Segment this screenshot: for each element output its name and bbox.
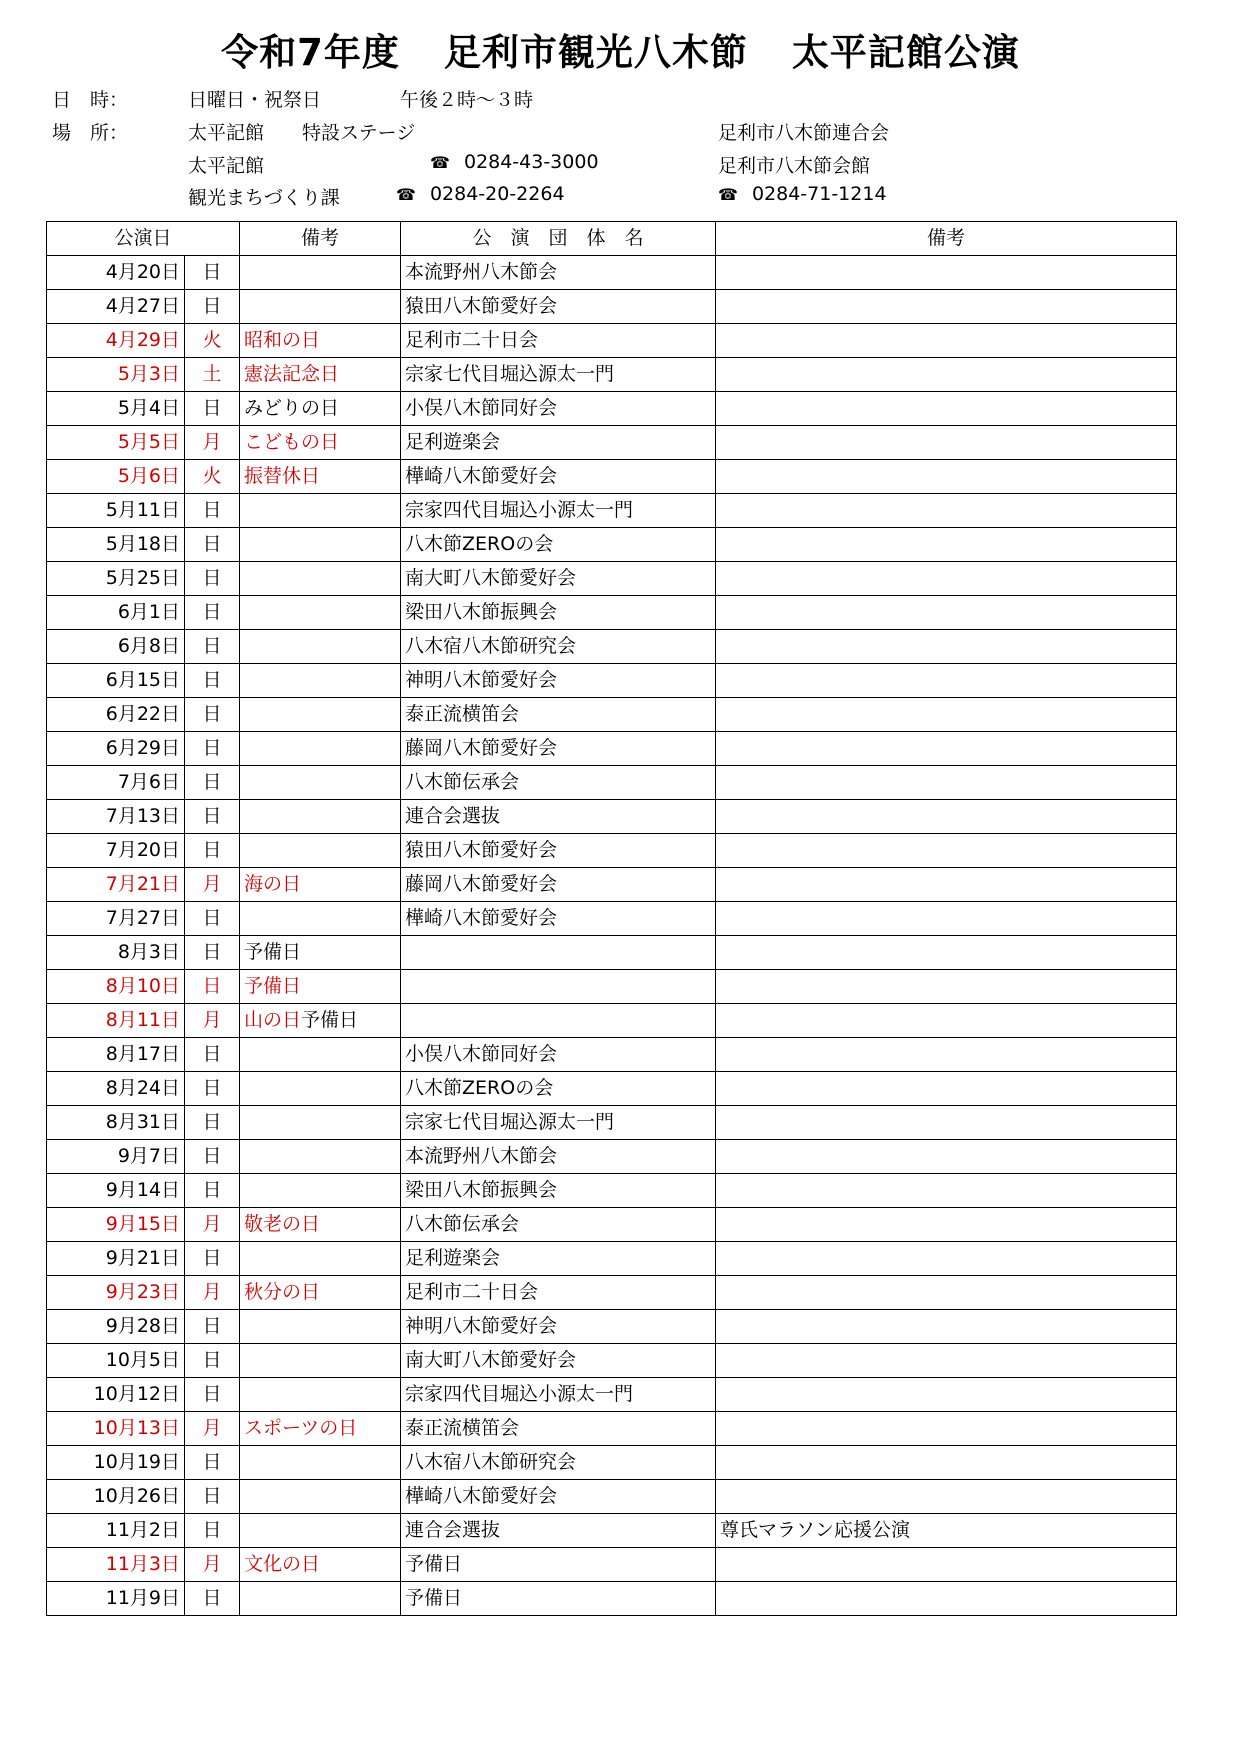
place-value: 太平記館 特設ステージ [188, 122, 416, 144]
cell-group: 足利市二十日会 [401, 1276, 716, 1310]
cell-group: 宗家四代目堀込小源太一門 [401, 1378, 716, 1412]
table-row [47, 1446, 1177, 1480]
cell-remarks [716, 392, 1177, 426]
table-row [47, 1174, 1177, 1208]
cell-day: 日 [185, 902, 240, 936]
cell-group: 南大町八木節愛好会 [401, 562, 716, 596]
cell-day: 日 [185, 1582, 240, 1616]
cell-day: 日 [185, 664, 240, 698]
note-suffix: 予備日 [301, 1009, 359, 1031]
cell-note [240, 732, 401, 766]
cell-remarks [716, 528, 1177, 562]
cell-remarks [716, 698, 1177, 732]
schedule-table [46, 221, 1177, 1616]
cell-date: 8月10日 [47, 970, 185, 1004]
cell-note [240, 596, 401, 630]
cell-remarks [716, 358, 1177, 392]
cell-date: 10月13日 [47, 1412, 185, 1446]
cell-remarks [716, 1004, 1177, 1038]
cell-day: 日 [185, 1174, 240, 1208]
cell-remarks [716, 630, 1177, 664]
cell-note [240, 562, 401, 596]
datetime-time: 午後２時～３時 [400, 89, 534, 111]
cell-date: 4月27日 [47, 290, 185, 324]
table-row [47, 1344, 1177, 1378]
table-row [47, 1276, 1177, 1310]
cell-date: 10月12日 [47, 1378, 185, 1412]
cell-date: 11月2日 [47, 1514, 185, 1548]
cell-remarks [716, 1276, 1177, 1310]
cell-day: 日 [185, 1038, 240, 1072]
cell-day: 日 [185, 1514, 240, 1548]
cell-day: 日 [185, 834, 240, 868]
cell-date: 5月18日 [47, 528, 185, 562]
org-hall: 足利市八木節会館 [718, 155, 871, 177]
cell-remarks [716, 902, 1177, 936]
cell-date: 7月20日 [47, 834, 185, 868]
cell-note [240, 766, 401, 800]
cell-note: 予備日 [240, 970, 401, 1004]
cell-remarks [716, 1106, 1177, 1140]
cell-group: 泰正流横笛会 [401, 698, 716, 732]
table-row [47, 426, 1177, 460]
table-row [47, 460, 1177, 494]
cell-note: 海の日 [240, 868, 401, 902]
table-row [47, 1038, 1177, 1072]
cell-day: 月 [185, 1208, 240, 1242]
phone-icon: ☎ [396, 185, 416, 204]
table-row [47, 664, 1177, 698]
contact1-phone: 0284-43-3000 [463, 151, 599, 173]
cell-note: 振替休日 [240, 460, 401, 494]
cell-group: 足利遊楽会 [401, 1242, 716, 1276]
cell-remarks [716, 1310, 1177, 1344]
cell-day: 土 [185, 358, 240, 392]
cell-group: 樺崎八木節愛好会 [401, 1480, 716, 1514]
org-name: 足利市八木節連合会 [718, 122, 890, 144]
cell-date: 7月27日 [47, 902, 185, 936]
cell-group: 八木宿八木節研究会 [401, 1446, 716, 1480]
cell-date: 9月15日 [47, 1208, 185, 1242]
cell-date: 6月15日 [47, 664, 185, 698]
cell-note [240, 1446, 401, 1480]
cell-note [240, 630, 401, 664]
cell-date: 8月24日 [47, 1072, 185, 1106]
table-row [47, 1412, 1177, 1446]
cell-day: 火 [185, 324, 240, 358]
cell-date: 8月11日 [47, 1004, 185, 1038]
cell-group: 連合会選抜 [401, 1514, 716, 1548]
cell-note [240, 1310, 401, 1344]
cell-day: 月 [185, 868, 240, 902]
cell-note [240, 1072, 401, 1106]
cell-note [240, 698, 401, 732]
cell-date: 6月8日 [47, 630, 185, 664]
page-title [0, 22, 1241, 76]
table-row [47, 902, 1177, 936]
cell-date: 8月17日 [47, 1038, 185, 1072]
cell-remarks [716, 1072, 1177, 1106]
table-row [47, 1208, 1177, 1242]
table-row [47, 834, 1177, 868]
cell-group: 小俣八木節同好会 [401, 392, 716, 426]
cell-note: スポーツの日 [240, 1412, 401, 1446]
cell-date: 11月9日 [47, 1582, 185, 1616]
cell-note [240, 834, 401, 868]
cell-group: 八木宿八木節研究会 [401, 630, 716, 664]
cell-group: 藤岡八木節愛好会 [401, 868, 716, 902]
cell-date: 5月11日 [47, 494, 185, 528]
table-row [47, 936, 1177, 970]
cell-remarks [716, 494, 1177, 528]
cell-remarks [716, 1548, 1177, 1582]
table-row [47, 290, 1177, 324]
table-row [47, 596, 1177, 630]
cell-group: 泰正流横笛会 [401, 1412, 716, 1446]
table-row [47, 732, 1177, 766]
cell-day: 日 [185, 732, 240, 766]
table-row [47, 970, 1177, 1004]
cell-remarks [716, 1140, 1177, 1174]
cell-note [240, 1480, 401, 1514]
cell-remarks [716, 562, 1177, 596]
cell-group: 八木節ZEROの会 [401, 1072, 716, 1106]
cell-remarks [716, 1446, 1177, 1480]
cell-date: 9月28日 [47, 1310, 185, 1344]
cell-note [240, 1174, 401, 1208]
cell-group: 本流野州八木節会 [401, 1140, 716, 1174]
datetime-label: 日 時： [52, 89, 129, 111]
cell-date: 9月7日 [47, 1140, 185, 1174]
cell-remarks [716, 426, 1177, 460]
cell-date: 7月13日 [47, 800, 185, 834]
cell-note [240, 1582, 401, 1616]
cell-remarks [716, 460, 1177, 494]
cell-date: 5月25日 [47, 562, 185, 596]
cell-day: 日 [185, 1072, 240, 1106]
cell-note [240, 290, 401, 324]
cell-remarks [716, 766, 1177, 800]
cell-note [240, 1038, 401, 1072]
cell-group: 連合会選抜 [401, 800, 716, 834]
org-phone-row [718, 183, 887, 205]
cell-note [240, 256, 401, 290]
cell-note [240, 1004, 401, 1038]
contact1-phone-row [430, 151, 599, 173]
cell-day: 火 [185, 460, 240, 494]
cell-day: 日 [185, 1310, 240, 1344]
phone-icon: ☎ [430, 153, 450, 172]
table-row [47, 256, 1177, 290]
cell-remarks [716, 1174, 1177, 1208]
cell-date: 5月3日 [47, 358, 185, 392]
cell-group: 宗家四代目堀込小源太一門 [401, 494, 716, 528]
cell-day: 日 [185, 1140, 240, 1174]
table-row [47, 392, 1177, 426]
cell-note: こどもの日 [240, 426, 401, 460]
cell-group: 宗家七代目堀込源太一門 [401, 358, 716, 392]
cell-note [240, 902, 401, 936]
cell-note [240, 494, 401, 528]
cell-remarks [716, 1412, 1177, 1446]
table-row [47, 358, 1177, 392]
phone-icon: ☎ [718, 185, 738, 204]
datetime-days: 日曜日・祝祭日 [188, 89, 322, 111]
cell-date: 10月19日 [47, 1446, 185, 1480]
cell-remarks [716, 970, 1177, 1004]
cell-remarks [716, 1480, 1177, 1514]
cell-note: 憲法記念日 [240, 358, 401, 392]
cell-note: 文化の日 [240, 1548, 401, 1582]
cell-remarks [716, 290, 1177, 324]
table-row [47, 1140, 1177, 1174]
cell-day: 日 [185, 528, 240, 562]
header-date: 公演日 [47, 222, 240, 256]
header-group: 公 演 団 体 名 [401, 222, 716, 256]
cell-remarks [716, 732, 1177, 766]
cell-remarks [716, 1242, 1177, 1276]
cell-note: 敬老の日 [240, 1208, 401, 1242]
cell-date: 9月21日 [47, 1242, 185, 1276]
cell-day: 日 [185, 596, 240, 630]
cell-note [240, 1378, 401, 1412]
table-row [47, 766, 1177, 800]
cell-day: 日 [185, 562, 240, 596]
cell-date: 8月3日 [47, 936, 185, 970]
cell-day: 日 [185, 936, 240, 970]
cell-day: 日 [185, 392, 240, 426]
table-row [47, 1582, 1177, 1616]
cell-date: 7月6日 [47, 766, 185, 800]
table-header-row [47, 222, 1177, 256]
cell-group [401, 936, 716, 970]
cell-remarks: 尊氏マラソン応援公演 [716, 1514, 1177, 1548]
cell-day: 日 [185, 1446, 240, 1480]
cell-day: 月 [185, 426, 240, 460]
cell-date: 10月26日 [47, 1480, 185, 1514]
cell-note [240, 664, 401, 698]
title-event: 足利市観光八木節 [443, 31, 748, 74]
cell-date: 9月23日 [47, 1276, 185, 1310]
cell-group: 樺崎八木節愛好会 [401, 902, 716, 936]
table-row [47, 1378, 1177, 1412]
note-holiday: 山の日 [244, 1009, 302, 1031]
cell-group: 本流野州八木節会 [401, 256, 716, 290]
cell-day: 日 [185, 698, 240, 732]
cell-group: 八木節伝承会 [401, 766, 716, 800]
cell-remarks [716, 596, 1177, 630]
table-row [47, 698, 1177, 732]
cell-date: 5月5日 [47, 426, 185, 460]
cell-date: 6月29日 [47, 732, 185, 766]
cell-group: 足利市二十日会 [401, 324, 716, 358]
cell-group: 小俣八木節同好会 [401, 1038, 716, 1072]
cell-day: 日 [185, 1344, 240, 1378]
cell-remarks [716, 1208, 1177, 1242]
cell-day: 日 [185, 1106, 240, 1140]
cell-day: 日 [185, 630, 240, 664]
cell-date: 5月4日 [47, 392, 185, 426]
table-row [47, 800, 1177, 834]
cell-group: 予備日 [401, 1582, 716, 1616]
table-row [47, 494, 1177, 528]
cell-group: 猿田八木節愛好会 [401, 290, 716, 324]
cell-day: 日 [185, 766, 240, 800]
cell-note [240, 1514, 401, 1548]
cell-day: 日 [185, 1480, 240, 1514]
cell-day: 日 [185, 970, 240, 1004]
contact1-name: 太平記館 [188, 155, 265, 177]
table-row [47, 1072, 1177, 1106]
cell-group: 足利遊楽会 [401, 426, 716, 460]
table-row [47, 1310, 1177, 1344]
cell-remarks [716, 936, 1177, 970]
cell-remarks [716, 800, 1177, 834]
cell-date: 4月20日 [47, 256, 185, 290]
cell-note: 予備日 [240, 936, 401, 970]
cell-day: 日 [185, 1378, 240, 1412]
cell-group: 樺崎八木節愛好会 [401, 460, 716, 494]
cell-note [240, 1242, 401, 1276]
cell-group [401, 1004, 716, 1038]
cell-group: 八木節伝承会 [401, 1208, 716, 1242]
cell-remarks [716, 1378, 1177, 1412]
cell-day: 日 [185, 256, 240, 290]
cell-day: 日 [185, 800, 240, 834]
table-row [47, 1242, 1177, 1276]
cell-note: みどりの日 [240, 392, 401, 426]
cell-group: 八木節ZEROの会 [401, 528, 716, 562]
cell-note [240, 1140, 401, 1174]
cell-remarks [716, 1582, 1177, 1616]
cell-remarks [716, 1038, 1177, 1072]
cell-date: 8月31日 [47, 1106, 185, 1140]
cell-group: 梁田八木節振興会 [401, 596, 716, 630]
schedule-body [47, 256, 1177, 1616]
table-row [47, 1548, 1177, 1582]
cell-note [240, 1106, 401, 1140]
table-row [47, 868, 1177, 902]
cell-remarks [716, 868, 1177, 902]
header-remarks: 備考 [716, 222, 1177, 256]
table-row [47, 1514, 1177, 1548]
cell-day: 日 [185, 1242, 240, 1276]
place-label: 場 所： [52, 122, 129, 144]
cell-group: 南大町八木節愛好会 [401, 1344, 716, 1378]
cell-date: 5月6日 [47, 460, 185, 494]
cell-note [240, 1344, 401, 1378]
header-note: 備考 [240, 222, 401, 256]
cell-date: 6月22日 [47, 698, 185, 732]
cell-date: 11月3日 [47, 1548, 185, 1582]
cell-note: 昭和の日 [240, 324, 401, 358]
cell-date: 6月1日 [47, 596, 185, 630]
cell-group [401, 970, 716, 1004]
title-fiscal-year: 令和7年度 [221, 31, 400, 74]
table-row [47, 1106, 1177, 1140]
cell-note [240, 800, 401, 834]
cell-remarks [716, 834, 1177, 868]
cell-group: 予備日 [401, 1548, 716, 1582]
table-row [47, 630, 1177, 664]
cell-date: 4月29日 [47, 324, 185, 358]
cell-remarks [716, 664, 1177, 698]
cell-day: 日 [185, 494, 240, 528]
table-row [47, 324, 1177, 358]
table-row [47, 1480, 1177, 1514]
cell-group: 神明八木節愛好会 [401, 1310, 716, 1344]
cell-remarks [716, 256, 1177, 290]
cell-day: 月 [185, 1004, 240, 1038]
cell-day: 月 [185, 1276, 240, 1310]
cell-group: 宗家七代目堀込源太一門 [401, 1106, 716, 1140]
cell-day: 日 [185, 290, 240, 324]
org-phone: 0284-71-1214 [751, 183, 887, 205]
cell-date: 9月14日 [47, 1174, 185, 1208]
cell-group: 神明八木節愛好会 [401, 664, 716, 698]
table-row [47, 528, 1177, 562]
cell-remarks [716, 1344, 1177, 1378]
cell-date: 7月21日 [47, 868, 185, 902]
contact2-phone: 0284-20-2264 [429, 183, 565, 205]
cell-group: 梁田八木節振興会 [401, 1174, 716, 1208]
cell-group: 藤岡八木節愛好会 [401, 732, 716, 766]
cell-remarks [716, 324, 1177, 358]
cell-date: 10月5日 [47, 1344, 185, 1378]
cell-note: 秋分の日 [240, 1276, 401, 1310]
table-row [47, 1004, 1177, 1038]
cell-day: 月 [185, 1548, 240, 1582]
cell-group: 猿田八木節愛好会 [401, 834, 716, 868]
contact2-phone-row [396, 183, 565, 205]
cell-day: 月 [185, 1412, 240, 1446]
cell-note [240, 528, 401, 562]
contact2-name: 観光まちづくり課 [188, 187, 340, 209]
table-row [47, 562, 1177, 596]
title-venue: 太平記館公演 [791, 31, 1020, 74]
